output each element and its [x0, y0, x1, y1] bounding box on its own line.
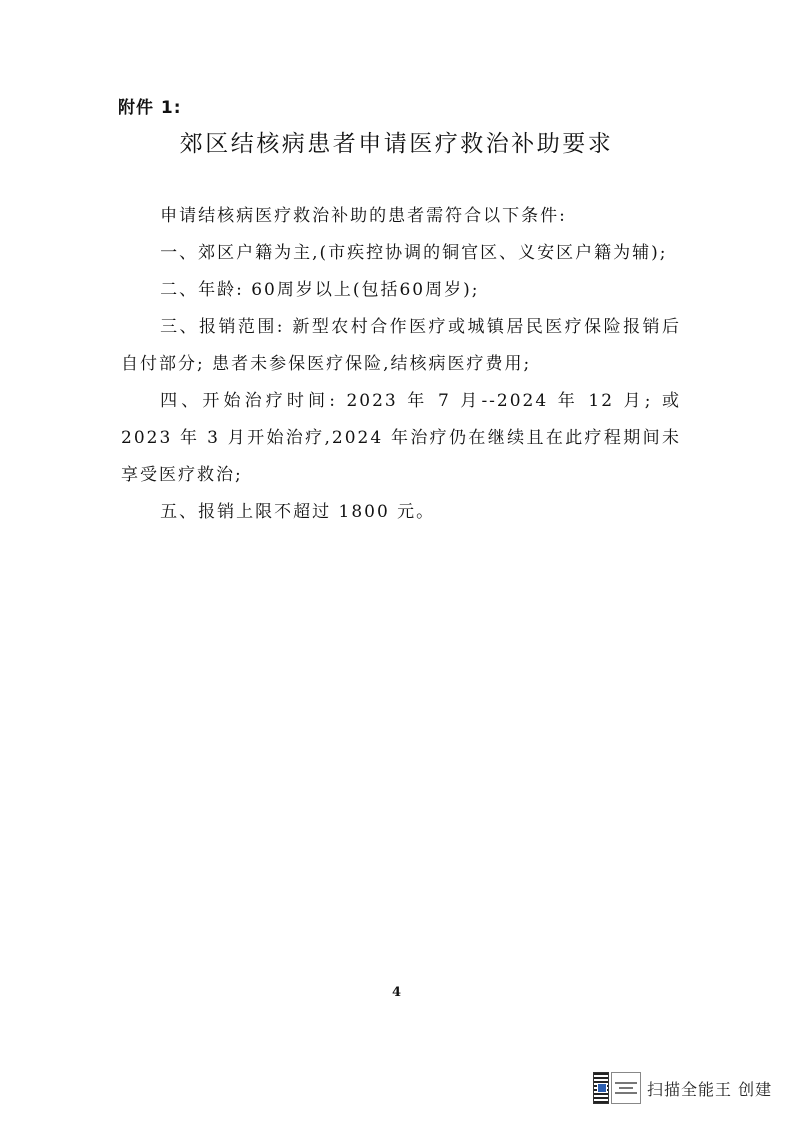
document-title: 郊区结核病患者申请医疗救治补助要求	[179, 131, 614, 157]
app-logo-icon	[611, 1072, 641, 1104]
condition-treatment-time: 四、开始治疗时间: 2023 年 7 月--2024 年 12 月; 或 2023 年 3 月开始治疗,2024 年治疗仍在继续且在此疗程期间未享受医疗救治;	[121, 391, 681, 485]
document-body	[121, 198, 681, 531]
condition-age: 二、年龄: 60周岁以上(包括60周岁);	[160, 280, 480, 300]
condition-scope: 三、报销范围: 新型农村合作医疗或城镇居民医疗保险报销后自付部分; 患者未参保医疗保险,结核病医疗费用;	[121, 317, 681, 374]
qr-code-icon	[593, 1072, 609, 1104]
watermark-text: 扫描全能王 创建	[647, 1079, 773, 1099]
condition-household: 一、郊区户籍为主,(市疾控协调的铜官区、义安区户籍为辅);	[160, 243, 668, 263]
page-number: 4	[391, 985, 402, 1000]
attachment-label: 附件 1:	[118, 98, 182, 118]
intro-paragraph: 申请结核病医疗救治补助的患者需符合以下条件:	[160, 206, 567, 226]
scanner-watermark	[593, 1072, 772, 1104]
condition-limit: 五、报销上限不超过 1800 元。	[160, 502, 436, 522]
